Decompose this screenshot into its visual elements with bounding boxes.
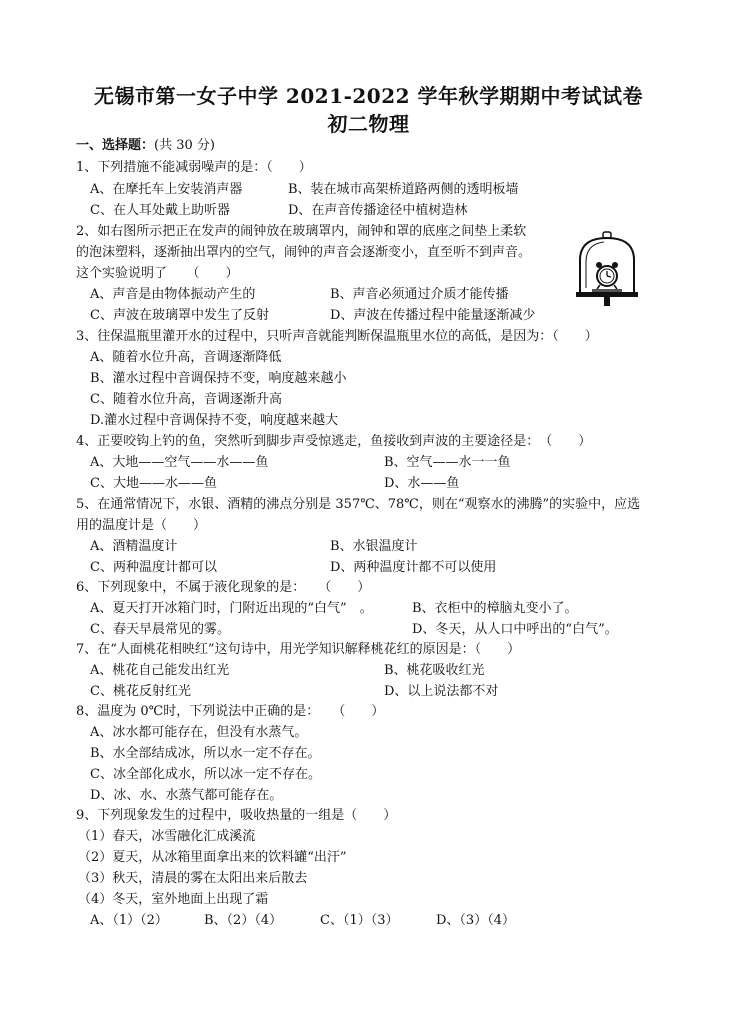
q9-statement-3: （3）秋天，清晨的雾在太阳出来后散去: [78, 871, 308, 886]
section-title: 一、选择题：: [76, 138, 155, 153]
q5-stem-line1: 5、在通常情况下，水银、酒精的沸点分别是 357℃、78℃，则在“观察水的沸腾”的实验中，应选: [76, 497, 641, 512]
q1-option-c: C、在人耳处戴上助听器: [90, 203, 230, 218]
q1-stem: 1、下列措施不能减弱噪声的是：（ ）: [76, 160, 312, 175]
q7-option-c: C、桃花反射红光: [90, 684, 191, 699]
q5-stem-line2: 用的温度计是（ ）: [76, 518, 207, 533]
q2-stem-line1: 2、如右图所示把正在发声的闹钟放在玻璃罩内，闹钟和罩的底座之间垫上柔软: [76, 224, 527, 239]
q9-statement-1: （1）春天，冰雪融化汇成溪流: [78, 829, 256, 844]
q7-stem: 7、在“人面桃花相映红”这句诗中，用光学知识解释桃花红的原因是：（ ）: [76, 642, 521, 657]
q8-stem: 8、温度为 0℃时，下列说法中正确的是： （ ）: [76, 704, 385, 719]
section-score: (共 30 分): [154, 138, 215, 153]
q7-option-b: B、桃花吸收红光: [384, 663, 485, 678]
q1-option-b: B、装在城市高架桥道路两侧的透明板墙: [288, 182, 519, 197]
exam-subject: 初二物理: [327, 112, 410, 136]
q3-option-a: A、随着水位升高，音调逐渐降低: [90, 350, 282, 365]
q7-option-d: D、以上说法都不对: [384, 684, 499, 699]
q5-option-d: D、两种温度计都不可以使用: [330, 560, 497, 575]
q4-option-d: D、水——鱼: [384, 476, 460, 491]
q4-option-c: C、大地——水——鱼: [90, 476, 217, 491]
q8-option-c: C、冰全部化成水，所以冰一定不存在。: [90, 767, 321, 782]
q2-option-d: D、声波在传播过程中能量逐渐减少: [330, 308, 536, 323]
exam-title: 无锡市第一女子中学 2021-2022 学年秋学期期中考试试卷: [93, 84, 644, 108]
q3-option-d: D.灌水过程中音调保持不变，响度越来越大: [90, 413, 339, 428]
q6-option-b: B、衣柜中的樟脑丸变小了。: [412, 601, 578, 616]
q6-stem: 6、下列现象中，不属于液化现象的是： （ ）: [76, 580, 371, 595]
q2-stem-line3: 这个实验说明了 （ ）: [76, 266, 239, 281]
q9-statement-2: （2）夏天，从冰箱里面拿出来的饮料罐“出汗”: [78, 850, 347, 865]
q9-statement-4: （4）冬天，室外地面上出现了霜: [78, 892, 269, 907]
q9-option-b: B、（2）（4）: [204, 913, 283, 928]
q8-option-a: A、冰水都可能存在，但没有水蒸气。: [90, 725, 308, 740]
q3-stem: 3、往保温瓶里灌开水的过程中，只听声音就能判断保温瓶里水位的高低，是因为：（ ）: [76, 329, 598, 344]
section-heading: [76, 136, 215, 156]
q5-option-b: B、水银温度计: [330, 539, 418, 554]
q9-stem: 9、下列现象发生的过程中，吸收热量的一组是（ ）: [76, 808, 397, 823]
q8-option-d: D、冰、水、水蒸气都可能存在。: [90, 788, 283, 803]
q1-option-d: D、在声音传播途径中植树造林: [288, 203, 468, 218]
q2-option-b: B、声音必须通过介质才能传播: [330, 287, 509, 302]
q5-option-a: A、酒精温度计: [90, 539, 178, 554]
q7-option-a: A、桃花自己能发出红光: [90, 663, 230, 678]
q3-option-c: C、随着水位升高，音调逐渐升高: [90, 392, 282, 407]
q4-option-a: A、大地——空气——水——鱼: [90, 455, 269, 470]
q4-stem: 4、正要咬钩上钓的鱼，突然听到脚步声受惊逃走，鱼接收到声波的主要途径是： （ ）: [76, 434, 592, 449]
bell-jar-alarm-clock-illustration: [574, 230, 640, 308]
q2-option-a: A、声音是由物体振动产生的: [90, 287, 256, 302]
q2-stem-line2: 的泡沫塑料，逐渐抽出罩内的空气，闹钟的声音会逐渐变小，直至听不到声音。: [76, 245, 532, 260]
q4-option-b: B、空气——水一一鱼: [384, 455, 511, 470]
q1-option-a: A、在摩托车上安装消声器: [90, 182, 243, 197]
q6-option-c: C、春天早晨常见的雾。: [90, 622, 230, 637]
q9-option-c: C、（1）（3）: [320, 913, 399, 928]
q8-option-b: B、水全部结成冰，所以水一定不存在。: [90, 746, 321, 761]
q9-option-a: A、（1）（2）: [90, 913, 168, 928]
q6-option-a: A、夏天打开冰箱门时，门附近出现的“白气” 。: [90, 601, 373, 616]
q2-option-c: C、声波在玻璃罩中发生了反射: [90, 308, 269, 323]
q3-option-b: B、灌水过程中音调保持不变，响度越来越小: [90, 371, 347, 386]
q6-option-d: D、冬天，从人口中呼出的“白气”。: [412, 622, 618, 637]
q5-option-c: C、两种温度计都可以: [90, 560, 217, 575]
q9-option-d: D、（3）（4）: [436, 913, 515, 928]
